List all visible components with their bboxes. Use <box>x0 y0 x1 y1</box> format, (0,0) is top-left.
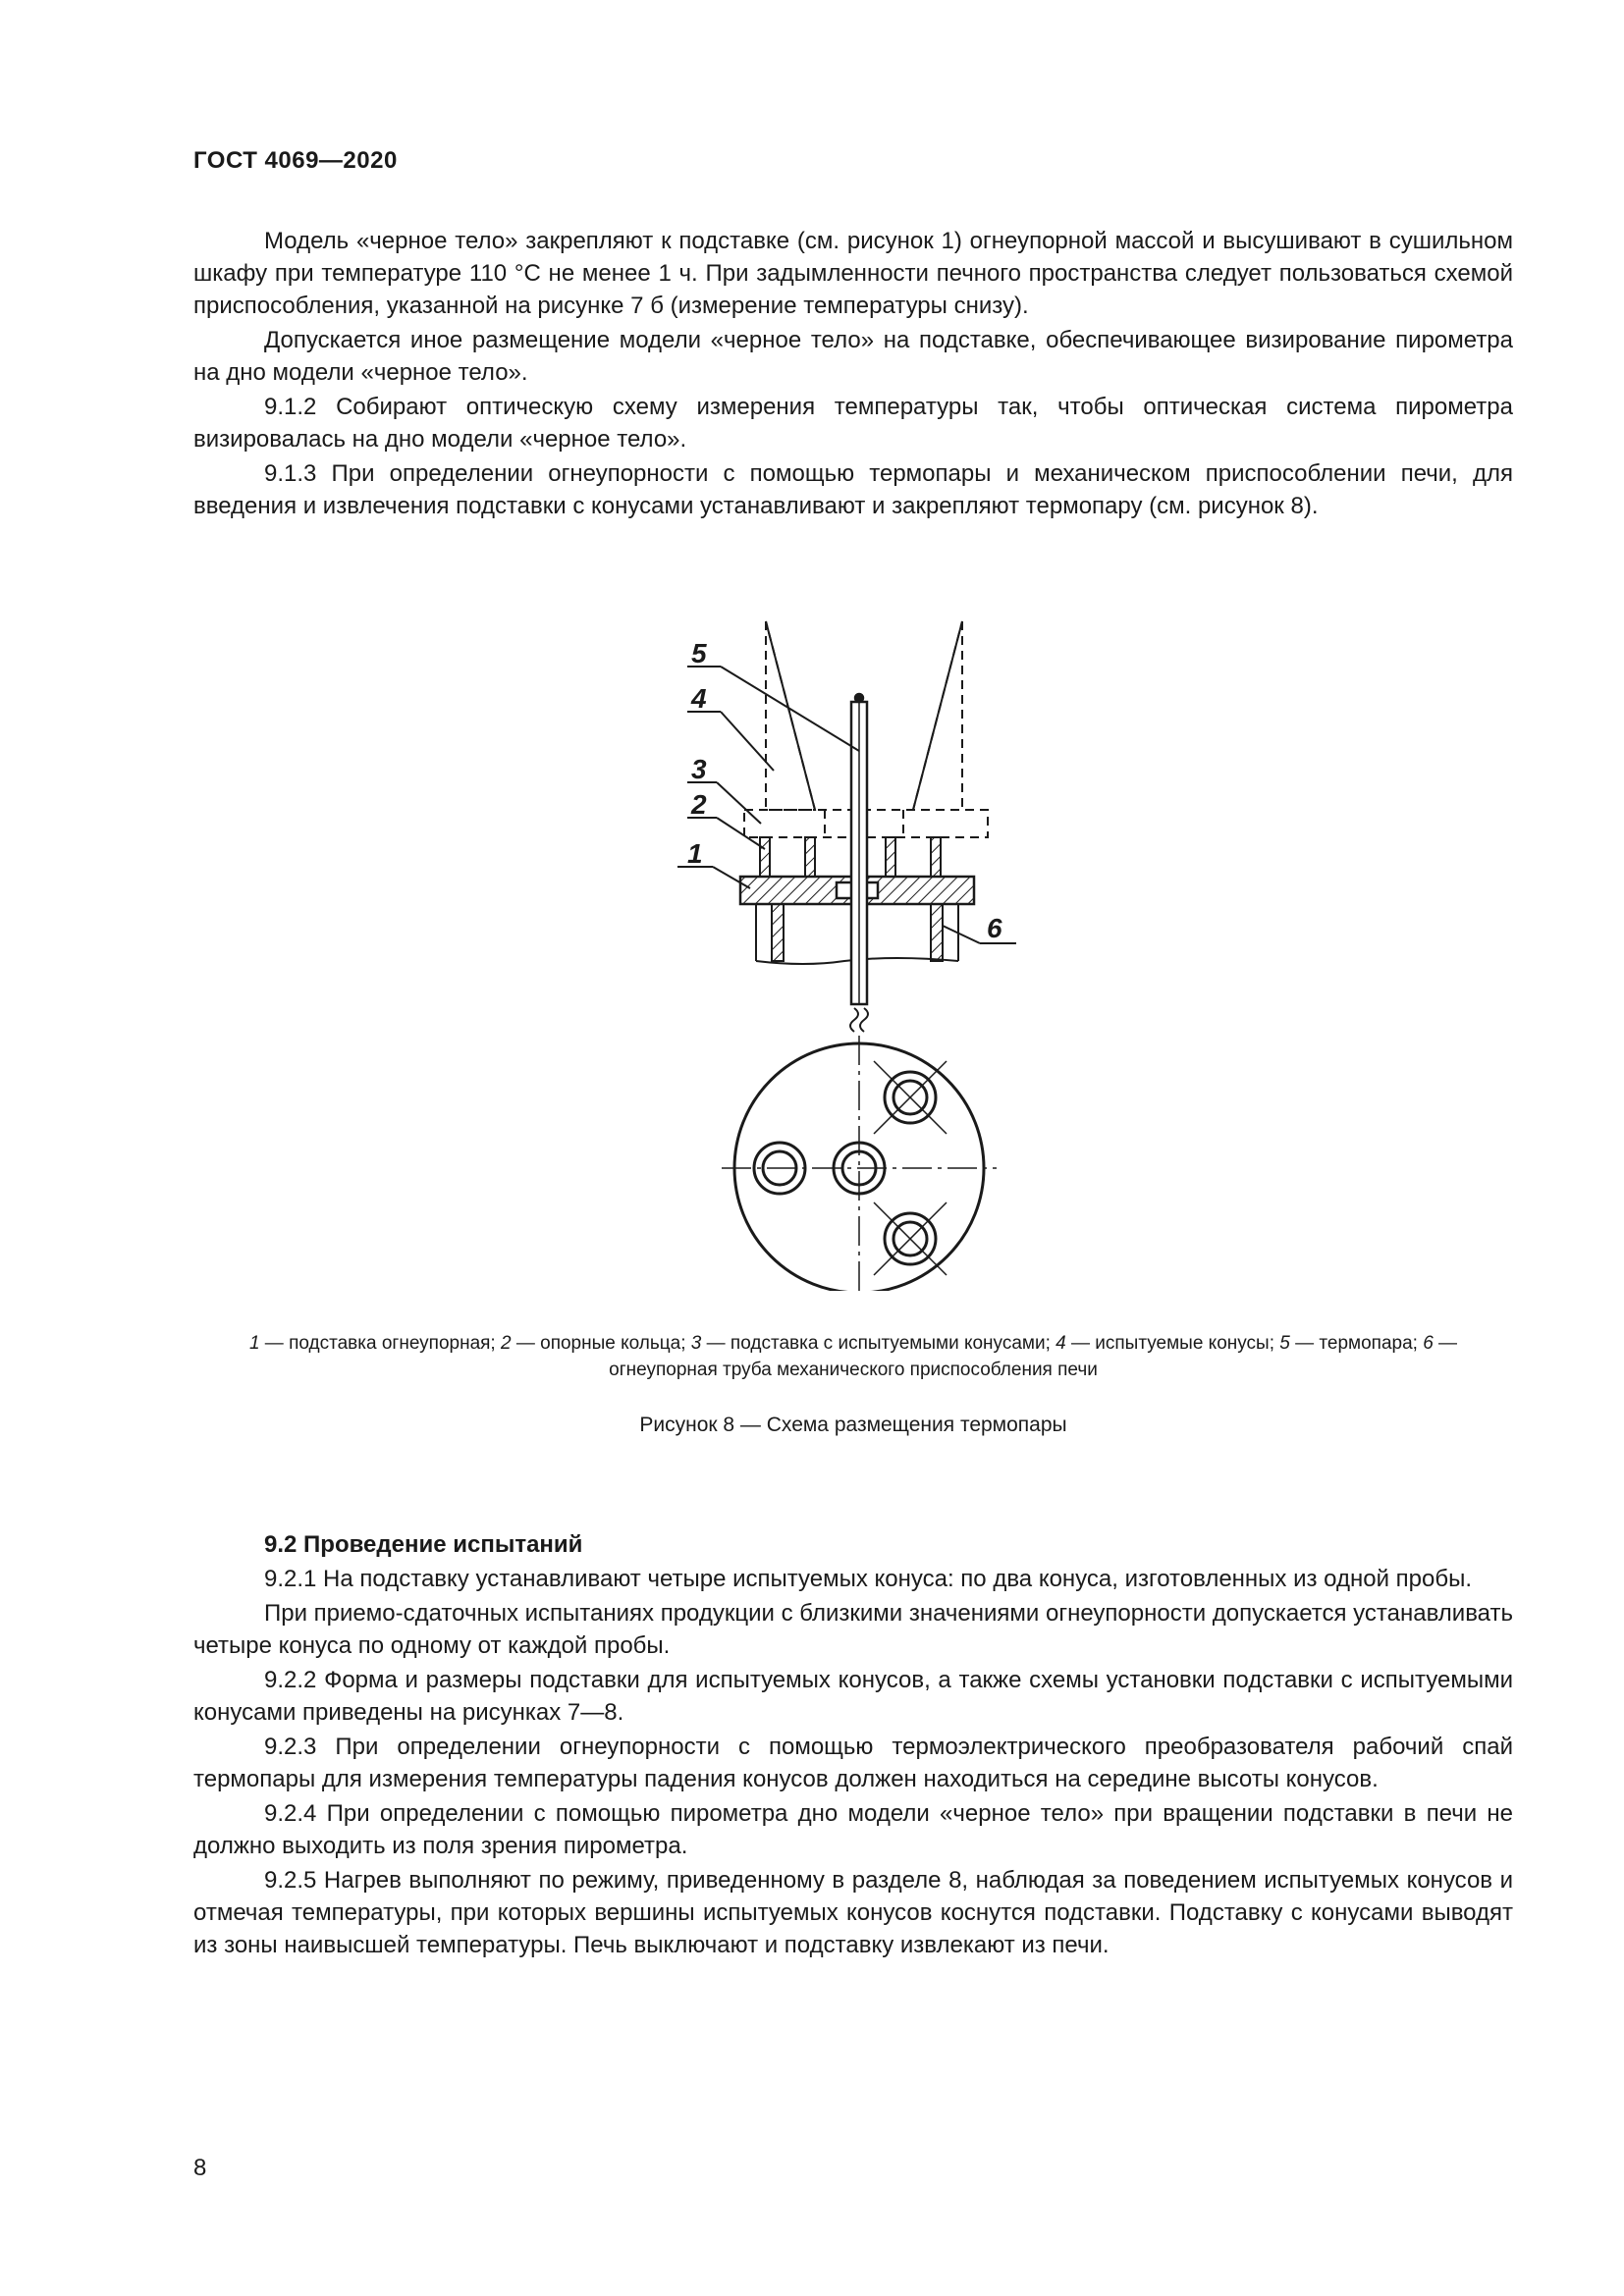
legend-num: 3 <box>690 1333 702 1354</box>
paragraph: 9.2.1 На подставку устанавливают четыре испытуемых конуса: по два конуса, изготовленных из одной пробы. <box>264 1566 1473 1592</box>
paragraph: Модель «черное тело» закрепляют к подставке (см. рисунок 1) огнеупорной массой и высушивают в сушильном шкафу при температуре 110 °С не менее 1 ч. При задымленности печного пространства следует пользоваться схемой приспособления, указанной на рисунке 7 б (измерение температуры снизу). <box>193 228 1513 319</box>
paragraph: 9.2.2 Форма и размеры подставки для испытуемых конусов, а также схемы установки подставки с испытуемыми конусами приведены на рисунках 7—8. <box>193 1667 1513 1726</box>
label-2: 2 <box>691 789 707 820</box>
label-5: 5 <box>691 638 707 668</box>
figure-caption: Рисунок 8 — Схема размещения термопары <box>639 1414 1067 1436</box>
thermocouple <box>850 694 868 1032</box>
legend-num: 6 <box>1423 1333 1434 1354</box>
paragraph: 9.1.2 Собирают оптическую схему измерения температуры так, чтобы оптическая система пирометра визировалась на дно модели «черное тело». <box>193 394 1513 453</box>
legend-text: — опорные кольца; <box>511 1333 691 1354</box>
legend-text: — подставка огнеупорная; <box>259 1333 501 1354</box>
page-number: 8 <box>193 2155 207 2181</box>
legend-num: 1 <box>248 1333 260 1354</box>
top-text-block <box>193 225 1513 524</box>
paragraph: 9.2.3 При определении огнеупорности с помощью термоэлектрического преобразователя рабочий спай термопары для измерения температуры падения конусов должен находиться на середине высоты конусов. <box>193 1734 1513 1792</box>
label-4: 4 <box>691 683 707 714</box>
plan-view <box>722 1036 997 1291</box>
label-1: 1 <box>687 838 703 869</box>
paragraph: 9.2.4 При определении с помощью пирометра дно модели «черное тело» при вращении подставки в печи не должно выходить из поля зрения пирометра. <box>193 1800 1513 1859</box>
legend-text: — подставка с испытуемыми конусами; <box>701 1333 1056 1354</box>
paragraph: Допускается иное размещение модели «черное тело» на подставке, обеспечивающее визирование пирометра на дно модели «черное тело». <box>193 327 1513 386</box>
document-header: ГОСТ 4069—2020 <box>193 147 398 174</box>
section-title: 9.2 Проведение испытаний <box>264 1531 583 1558</box>
label-3: 3 <box>691 754 707 784</box>
paragraph: 9.2.5 Нагрев выполняют по режиму, приведенному в разделе 8, наблюдая за поведением испытуемых конусов и отмечая температуры, при которых вершины испытуемых конусов коснутся подставки. Подставку с конусами выводят из зоны наивысшей температуры. Печь выключают и подставку извлекают из печи. <box>193 1867 1513 1958</box>
legend-num: 5 <box>1279 1333 1290 1354</box>
paragraph: 9.1.3 При определении огнеупорности с помощью термопары и механическом приспособлении печи, для введения и извлечения подставки с конусами устанавливают и закрепляют термопару (см. рисунок 8). <box>193 460 1513 519</box>
legend-text: — термопара; <box>1289 1333 1424 1354</box>
paragraph: При приемо-сдаточных испытаниях продукции с близкими значениями огнеупорности допускается устанавливать четыре конуса по одному от каждой пробы. <box>193 1600 1513 1659</box>
label-6: 6 <box>987 913 1002 943</box>
legend-num: 4 <box>1056 1333 1066 1354</box>
diagram-svg <box>668 604 1021 1291</box>
section-9-2 <box>193 1528 1513 1963</box>
legend-text: — огнеупорная труба механического приспособления печи <box>609 1333 1458 1380</box>
legend-num: 2 <box>501 1333 512 1354</box>
figure-legend <box>193 1330 1513 1383</box>
legend-text: — испытуемые конусы; <box>1065 1333 1280 1354</box>
figure-8-thermocouple-diagram <box>668 604 1021 1291</box>
